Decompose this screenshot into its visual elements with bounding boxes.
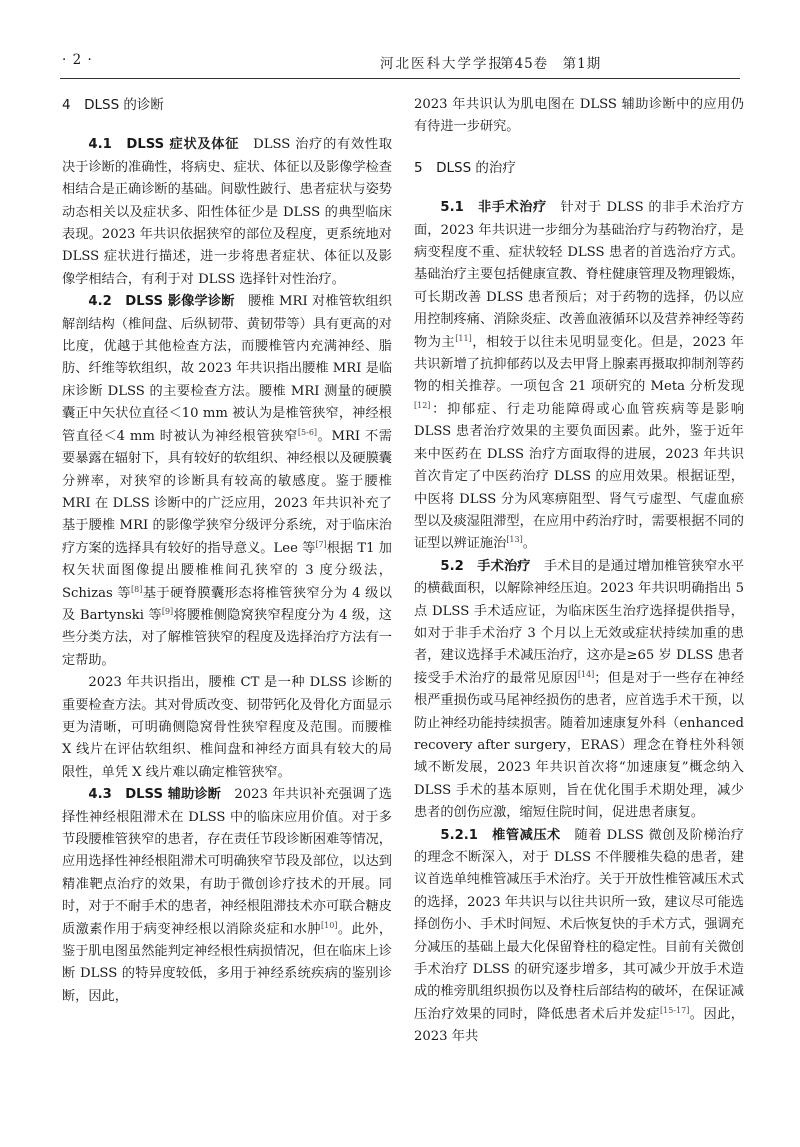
citation: [7] <box>315 539 327 549</box>
citation: [8] <box>131 584 143 594</box>
volume-issue: 第45卷 第1期 <box>500 56 602 72</box>
citation: [11] <box>455 333 472 343</box>
journal-name: 河北医科大学学报 <box>380 56 504 72</box>
citation: [10] <box>321 920 338 930</box>
subsection-heading-4-1: 4.1 DLSS 症状及体征 <box>88 137 240 153</box>
left-column <box>62 94 392 1008</box>
section-heading-5: 5 DLSS 的治疗 <box>414 159 516 176</box>
citation: [13] <box>506 535 523 545</box>
subsection-heading-5-2-1: 5.2.1 椎管减压术 <box>440 827 561 843</box>
page-number: · 2 · <box>62 52 93 68</box>
citation: [9] <box>161 606 174 616</box>
citation: [5-6] <box>297 427 318 437</box>
paragraph-5-1: 5.1 非手术治疗 针对于 DLSS 的非手术治疗方面，2023 年共识进一步细分为基础治疗与药物治疗，是病变程度不重、症状较轻 DLSS 患者的首选治疗方式。基础治疗主要包括健康宣教、脊柱健康管理及物理锻炼，可长期改善 DLSS 患者预后；对于药物的选择，仍以应用控制疼痛、消除炎症、改善血液循环以及营养神经等药物为主[11]，相较于以往未见明显变化。但是，2023 年共识新增了抗抑郁药以及去甲肾上腺素再摄取抑制剂等药物的相关推荐。一项包含 21 项研究的 Meta 分析发现[12]：抑郁症、行走功能障碍或心血管疾病等是影响 DLSS 患者治疗效果的主要负面因素。此外，鉴于近年来中医药在 DLSS 治疗方面取得的进展，2023 年共识首次肯定了中医药治疗 DLSS 的应用效果。根据证型，中医将 DLSS 分为风寒痹阻型、肾气亏虚型、气虚血瘀型以及痰湿阻滞型，在应用中药治疗时，需要根据不同的证型以辨证施治[13]。 <box>414 200 744 552</box>
section-heading-4: 4 DLSS 的诊断 <box>62 97 164 113</box>
running-header <box>62 52 740 74</box>
subsection-heading-4-3: 4.3 DLSS 辅助诊断 <box>88 787 221 803</box>
paragraph-4-2-ct: 2023 年共识指出，腰椎 CT 是一种 DLSS 诊断的重要检查方法。其对骨质改变、韧带钙化及骨化方面显示更为清晰，可明确侧隐窝骨性狭窄程度及范围。而腰椎 X 线片在评估软组织、椎间盘和神经方面具有较大的局限性，单凭 X 线片难以确定椎管狭窄。 <box>62 675 392 780</box>
subsection-heading-4-2: 4.2 DLSS 影像学诊断 <box>88 294 235 310</box>
subsection-heading-5-1: 5.1 非手术治疗 <box>440 200 547 216</box>
right-column <box>414 94 744 1049</box>
paragraph-4-3: 4.3 DLSS 辅助诊断 2023 年共识补充强调了选择性神经根阻滞术在 DLSS 中的临床应用价值。对于多节段腰椎管狭窄的患者，存在责任节段诊断困难等情况，应用选择性神经根阻滞术可明确狭窄节段及部位，以达到精准靶点治疗的效果，有助于微创诊疗技术的开展。同时，对于不耐手术的患者，神经根阻滞技术亦可联合糖皮质激素作用于病变神经根以消除炎症和水肿[10]。此外，鉴于肌电图虽然能判定神经根性病损情况，但在临床上诊断 DLSS 的特异度较低，多用于神经系统疾病的鉴别诊断，因此， <box>62 787 393 1004</box>
citation: [14] <box>577 669 595 679</box>
citation: [15-17] <box>660 1005 690 1015</box>
paragraph-4-1: 4.1 DLSS 症状及体征 DLSS 治疗的有效性取决于诊断的准确性，将病史、症状、体征以及影像学检查相结合是正确诊断的基础。间歇性跛行、患者症状与姿势动态相关以及症状多、阳性体征少是 DLSS 的典型临床表现。2023 年共识依据狭窄的部位及程度，更系统地对 DLSS 症状进行描述，进一步将患者症状、体征以及影像学相结合，有利于对 DLSS 选择针对性治疗。 <box>62 137 393 287</box>
paragraph-5-2: 5.2 手术治疗 手术目的是通过增加椎管狭窄水平的横截面积，以解除神经压迫。2023 年共识明确指出 5 点 DLSS 手术适应证，为临床医生治疗选择提供指导，如对于非手术治疗 3 个月以上无效或症状持续加重的患者，建议选择手术减压治疗，这亦是≥65 岁 DLSS 患者接受手术治疗的最常见原因[14]；但是对于一些存在神经根严重损伤或马尾神经损伤的患者，应首选手术干预，以防止神经功能持续损害。随着加速康复外科（enhanced recovery after surgery，ERAS）理念在脊柱外科领域不断发展，2023 年共识首次将“加速康复”概念纳入 DLSS 手术的基本原则，旨在优化围手术期处理，减少患者的创伤应激，缩短住院时间，促进患者康复。 <box>414 558 745 821</box>
paragraph-continuation: 2023 年共识认为肌电图在 DLSS 辅助诊断中的应用仍有待进一步研究。 <box>414 97 744 135</box>
paragraph-5-2-1: 5.2.1 椎管减压术 随着 DLSS 微创及阶梯治疗的理念不断深入，对于 DLSS 不伴腰椎失稳的患者，建议首选单纯椎管减压手术治疗。关于开放性椎管减压术式的选择，2023 年共识与以往共识所一致，建议尽可能选择创伤小、手术时间短、术后恢复快的手术方式，强调充分减压的基础上最大化保留脊柱的稳定性。目前有关微创手术治疗 DLSS 的研究逐步增多，其可减少开放手术造成的椎旁肌组织损伤以及脊柱后部结构的破坏，在保证减压治疗效果的同时，降低患者术后并发症[15-17]。因此，2023 年共 <box>414 827 744 1045</box>
subsection-heading-5-2: 5.2 手术治疗 <box>440 558 531 574</box>
citation: [12] <box>414 400 431 410</box>
paragraph-4-2: 4.2 DLSS 影像学诊断 腰椎 MRI 对椎管软组织解剖结构（椎间盘、后纵韧带、黄韧带等）具有更高的对比度，优越于其他检查方法，而腰椎管内充满神经、脂肪、纤维等软组织，故 2023 年共识指出腰椎 MRI 是临床诊断 DLSS 的主要检查方法。腰椎 MRI 测量的硬膜囊正中矢状位直径＜10 mm 被认为是椎管狭窄，神经根管直径＜4 mm 时被认为神经根管狭窄[5-6]。MRI 不需要暴露在辐射下，具有较好的软组织、神经根以及硬膜囊分辨率，对狭窄的诊断具有较高的敏感度。鉴于腰椎 MRI 在 DLSS 诊断中的广泛应用，2023 年共识补充了基于腰椎 MRI 的影像学狭窄分级评分系统，对于临床治疗方案的选择具有较好的指导意义。Lee 等[7]根据 T1 加权矢状面图像提出腰椎椎间孔狭窄的 3 度分级法，Schizas 等[8]基于硬脊膜囊形态将椎管狭窄分为 4 级以及 Bartynski 等[9]将腰椎侧隐窝狭窄程度分为 4 级，这些分类方法，对了解椎管狭窄的程度及选择治疗方法有一定帮助。 <box>62 294 392 668</box>
header-rule <box>60 78 740 79</box>
